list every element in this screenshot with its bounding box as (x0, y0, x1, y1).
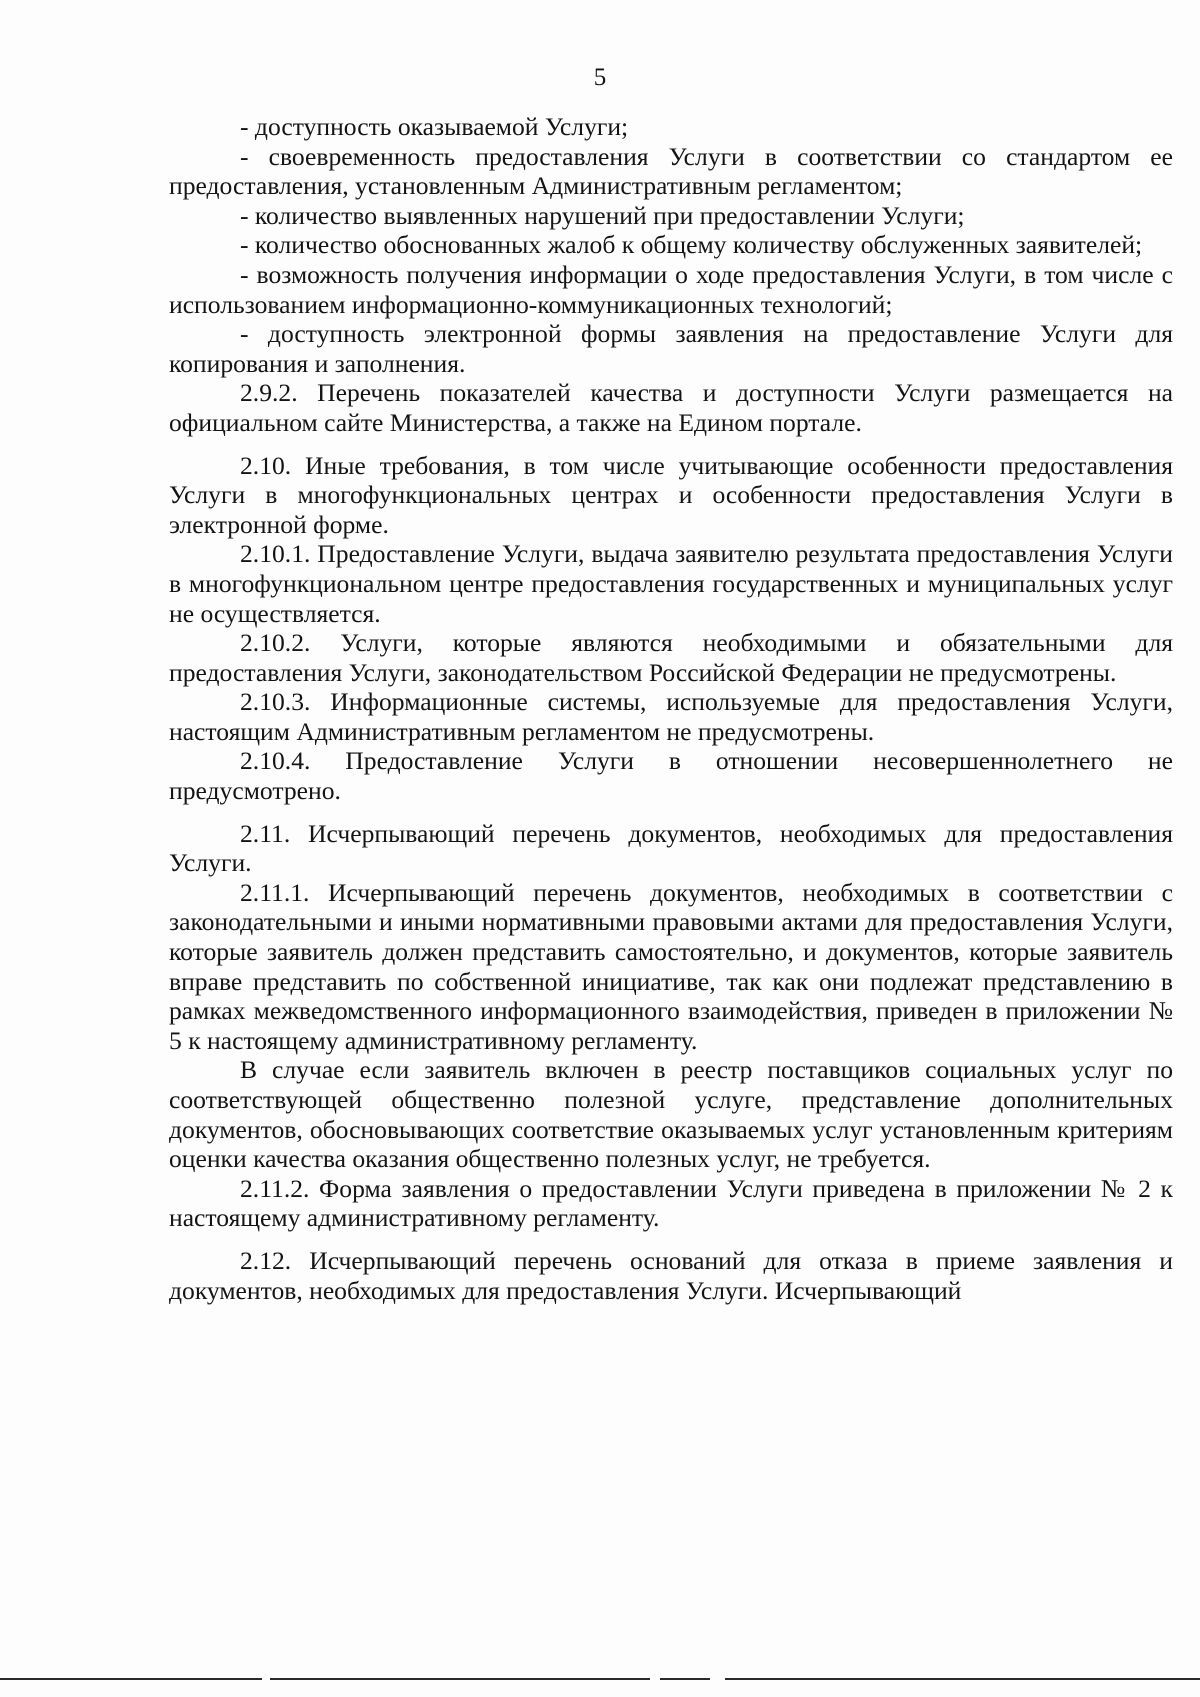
section-heading-2-11: 2.11. Исчерпывающий перечень документов, необходимых для предоставления Услуги. (169, 818, 1173, 878)
paragraph: - доступность электронной формы заявления на предоставление Услуги для копирования и заполнения. (169, 319, 1173, 378)
paragraph: 2.10.3. Информационные системы, используемые для предоставления Услуги, настоящим Административным регламентом не предусмотрены. (169, 687, 1173, 746)
paragraph: - количество обоснованных жалоб к общему количеству обслуженных заявителей; (240, 230, 1143, 260)
paragraph: В случае если заявитель включен в реестр поставщиков социальных услуг по соответствующей общественно полезной услуге, представление дополнительных документов, обосновывающих соответствие оказываемых услуг установленным критериям оценки качества оказания общественно полезных услуг, не требуется. (169, 1055, 1173, 1174)
paragraph: 2.9.2. Перечень показателей качества и доступности Услуги размещается на официальном сайте Министерства, а также на Едином портале. (169, 378, 1173, 437)
paragraph: - количество выявленных нарушений при предоставлении Услуги; (240, 200, 965, 230)
footer-rule (660, 1678, 710, 1680)
footer-rule (725, 1678, 1200, 1680)
paragraph: - возможность получения информации о ходе предоставления Услуги, в том числе с использованием информационно-коммуникационных технологий; (169, 259, 1173, 319)
paragraph: - своевременность предоставления Услуги в соответствии со стандартом ее предоставления, установленным Административным регламентом; (169, 141, 1173, 201)
page-number: 5 (593, 64, 607, 91)
paragraph: 2.11.2. Форма заявления о предоставлении Услуги приведена в приложении № 2 к настоящему административному регламенту. (169, 1173, 1173, 1233)
paragraph: 2.10.2. Услуги, которые являются необходимыми и обязательными для предоставления Услуги, законодательством Российской Федерации не предусмотрены. (169, 628, 1173, 687)
footer-rule (0, 1678, 262, 1680)
paragraph: 2.10.4. Предоставление Услуги в отношении несовершеннолетнего не предусмотрено. (169, 746, 1173, 806)
paragraph: 2.10.1. Предоставление Услуги, выдача заявителю результата предоставления Услуги в многофункциональном центре предоставления государственных и муниципальных услуг не осуществляется. (169, 539, 1173, 628)
section-heading-2-10: 2.10. Иные требования, в том числе учитывающие особенности предоставления Услуги в многофункциональных центрах и особенности предоставления Услуги в электронной форме. (169, 450, 1173, 539)
section-heading-2-12: 2.12. Исчерпывающий перечень оснований для отказа в приеме заявления и документов, необходимых для предоставления Услуги. Исчерпывающий (169, 1245, 1173, 1305)
paragraph: - доступность оказываемой Услуги; (240, 112, 629, 141)
footer-rule (270, 1678, 650, 1680)
paragraph: 2.11.1. Исчерпывающий перечень документов, необходимых в соответствии с законодательными и иными нормативными правовыми актами для предоставления Услуги, которые заявитель должен представить самостоятельно, и документов, которые заявитель вправе представить по собственной инициативе, так как они подлежат представлению в рамках межведомственного информационного взаимодействия, приведен в приложении № 5 к настоящему административному регламенту. (169, 877, 1173, 1055)
document-body (169, 112, 1173, 1305)
